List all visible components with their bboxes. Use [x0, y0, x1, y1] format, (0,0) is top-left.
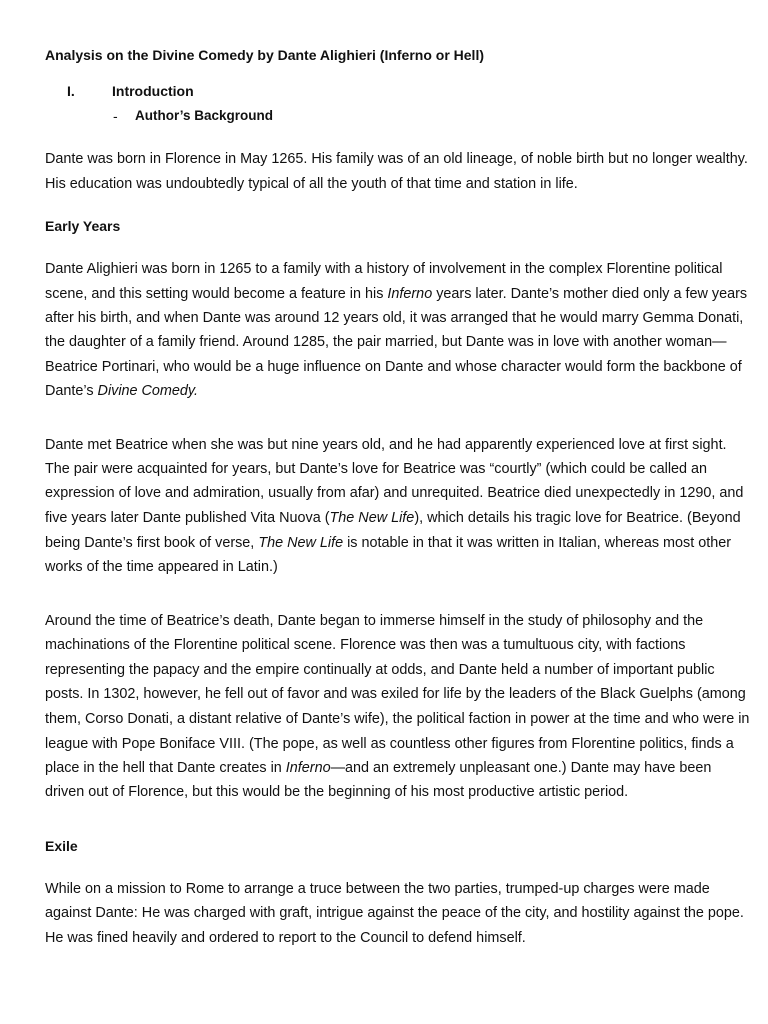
p3-line-3: representing the papacy and the empire continually at odds, and Dante held a number of important public: [45, 662, 715, 678]
p2-line-1: Dante met Beatrice when she was but nine years old, and he had apparently experienced love at first sight.: [45, 437, 727, 453]
section-number: I.: [67, 83, 75, 99]
p3-line-7: place in the hell that Dante creates in Inferno—and an extremely unpleasant one.) Dante may have been: [45, 760, 712, 776]
exile-line-2: against Dante: He was charged with graft, intrigue against the peace of the city, and hostility against the pope.: [45, 905, 744, 921]
work-title-divine-comedy: Divine Comedy.: [97, 383, 199, 399]
p1-line-4: the daughter of a family friend. Around 1285, the pair married, but Dante was in love with another woman—: [45, 334, 727, 350]
exile-line-3: He was fined heavily and ordered to report to the Council to defend himself.: [45, 930, 526, 946]
p1-line-6: Dante’s Divine Comedy.: [45, 383, 199, 399]
work-title-new-life: The New Life: [258, 535, 344, 551]
p1-line-1: Dante Alighieri was born in 1265 to a family with a history of involvement in the complex Florentine political: [45, 261, 723, 277]
early-years-heading: Early Years: [45, 218, 121, 234]
work-title-inferno: Inferno: [387, 286, 433, 302]
exile-line-1: While on a mission to Rome to arrange a truce between the two parties, trumped-up charges were made: [45, 881, 710, 897]
p1-line-5: Beatrice Portinari, who would be a huge influence on Dante and whose character would form the backbone of: [45, 359, 742, 375]
p3-line-1: Around the time of Beatrice’s death, Dante began to immerse himself in the study of philosophy and the: [45, 613, 704, 629]
section-title: Introduction: [112, 83, 194, 99]
exile-heading: Exile: [45, 838, 78, 854]
p3-line-2: machinations of the Florentine political scene. Florence was then was a tumultuous city, with factions: [45, 637, 686, 653]
document-title: Analysis on the Divine Comedy by Dante Alighieri (Inferno or Hell): [45, 47, 484, 63]
p2-line-4: five years later Dante published Vita Nuova (The New Life), which details his tragic love for Beatrice. (Beyond: [45, 510, 741, 526]
subsection-title: Author’s Background: [135, 108, 274, 123]
p2-line-2: The pair were acquainted for years, but Dante’s love for Beatrice was “courtly” (which could be called an: [45, 461, 708, 477]
p2-line-6: works of the time appeared in Latin.): [45, 559, 278, 575]
p1-line-3: after his birth, and when Dante was around 12 years old, it was arranged that he would marry Gemma Donati,: [45, 310, 744, 326]
intro-line-1: Dante was born in Florence in May 1265. His family was of an old lineage, of noble birth but no longer wealthy.: [45, 151, 748, 167]
p2-line-5: being Dante’s first book of verse, The New Life is notable in that it was written in Italian, whereas most other: [45, 535, 732, 551]
p3-line-4: posts. In 1302, however, he fell out of favor and was exiled for life by the leaders of the Black Guelphs (among: [45, 686, 746, 702]
p3-line-6: league with Pope Boniface VIII. (The pope, as well as countless other figures from Florentine politics, finds a: [45, 736, 734, 752]
p3-line-5: them, Corso Donati, a distant relative of Dante’s wife), the political faction in power at the time and who were in: [45, 711, 750, 727]
intro-line-2: His education was undoubtedly typical of all the youth of that time and station in life.: [45, 176, 578, 192]
p2-line-3: expression of love and admiration, usually from afar) and unrequited. Beatrice died unexpectedly in 1290, and: [45, 485, 744, 501]
subsection-dash: -: [113, 108, 118, 124]
work-title-new-life: The New Life: [329, 510, 415, 526]
p1-line-2: scene, and this setting would become a feature in his Inferno years later. Dante’s mother died only a few years: [45, 286, 748, 302]
work-title-inferno: Inferno: [285, 760, 331, 776]
p3-line-8: driven out of Florence, but this would be the beginning of his most productive artistic period.: [45, 784, 629, 800]
